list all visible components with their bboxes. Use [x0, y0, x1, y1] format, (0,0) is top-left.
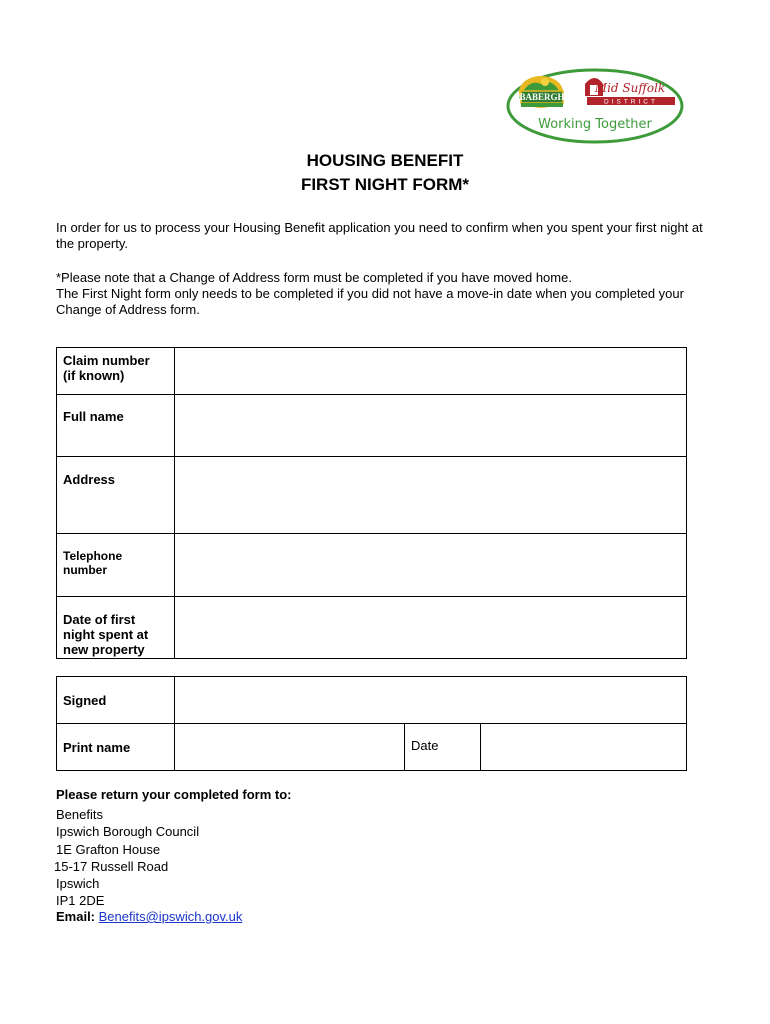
claim-number-label: Claim number (if known): [57, 348, 175, 395]
signed-input[interactable]: [175, 677, 690, 694]
address-line: Benefits: [56, 807, 103, 822]
email-label: Email:: [56, 909, 96, 924]
claim-number-field[interactable]: [175, 348, 687, 395]
email-link[interactable]: Benefits@ipswich.gov.uk: [98, 909, 243, 924]
note-line1: *Please note that a Change of Address form must be completed if you have moved home.: [56, 270, 572, 285]
signature-table: [56, 676, 687, 771]
return-heading: Please return your completed form to:: [56, 787, 292, 802]
telephone-input[interactable]: [175, 534, 690, 551]
full-name-field[interactable]: [175, 395, 687, 457]
signed-field[interactable]: [175, 677, 687, 724]
email-row: [56, 908, 242, 925]
address-line: Ipswich: [56, 876, 100, 891]
signed-label: Signed: [57, 677, 175, 724]
council-logo: [505, 68, 685, 144]
claim-number-input[interactable]: [175, 348, 690, 365]
intro-text: In order for us to process your Housing Benefit application you need to confirm when you spent your first night at the property.: [56, 220, 703, 251]
address-line: Ipswich Borough Council: [56, 824, 200, 839]
address-label: Address: [57, 457, 175, 534]
address-line: IP1 2DE: [56, 893, 105, 908]
mid-suffolk-emblem: [585, 78, 675, 106]
note-line2: The First Night form only needs to be completed if you did not have a move-in date when you completed your Change of Address form.: [56, 286, 684, 317]
logo-slogan: Working Together: [538, 117, 652, 132]
full-name-label: Full name: [57, 395, 175, 457]
address-field[interactable]: [175, 457, 687, 534]
date-first-night-input[interactable]: [175, 597, 690, 614]
address-input[interactable]: [175, 457, 690, 491]
address-line: 1E Grafton House: [56, 842, 161, 857]
svg-text:Mid Suffolk: Mid Suffolk: [594, 81, 666, 95]
telephone-label: Telephone number: [57, 534, 175, 597]
svg-text:BABERGH: BABERGH: [519, 92, 565, 102]
print-name-label: Print name: [57, 724, 175, 771]
claimant-details-table: [56, 347, 687, 659]
address-line: 15-17 Russell Road: [54, 859, 169, 874]
form-title-line2: FIRST NIGHT FORM*: [300, 175, 470, 194]
print-name-field[interactable]: [175, 724, 405, 771]
date-first-night-field[interactable]: [175, 597, 687, 659]
form-title-line1: HOUSING BENEFIT: [306, 151, 464, 170]
date-label: Date: [405, 724, 481, 771]
date-first-night-label: Date of first night spent at new property: [57, 597, 175, 659]
full-name-input[interactable]: [175, 395, 690, 412]
return-address: [56, 806, 199, 909]
date-input[interactable]: [481, 724, 690, 741]
date-field[interactable]: [481, 724, 687, 771]
telephone-field[interactable]: [175, 534, 687, 597]
note-text: [56, 270, 706, 318]
print-name-input[interactable]: [175, 724, 408, 741]
svg-text:DISTRICT: DISTRICT: [604, 98, 658, 106]
